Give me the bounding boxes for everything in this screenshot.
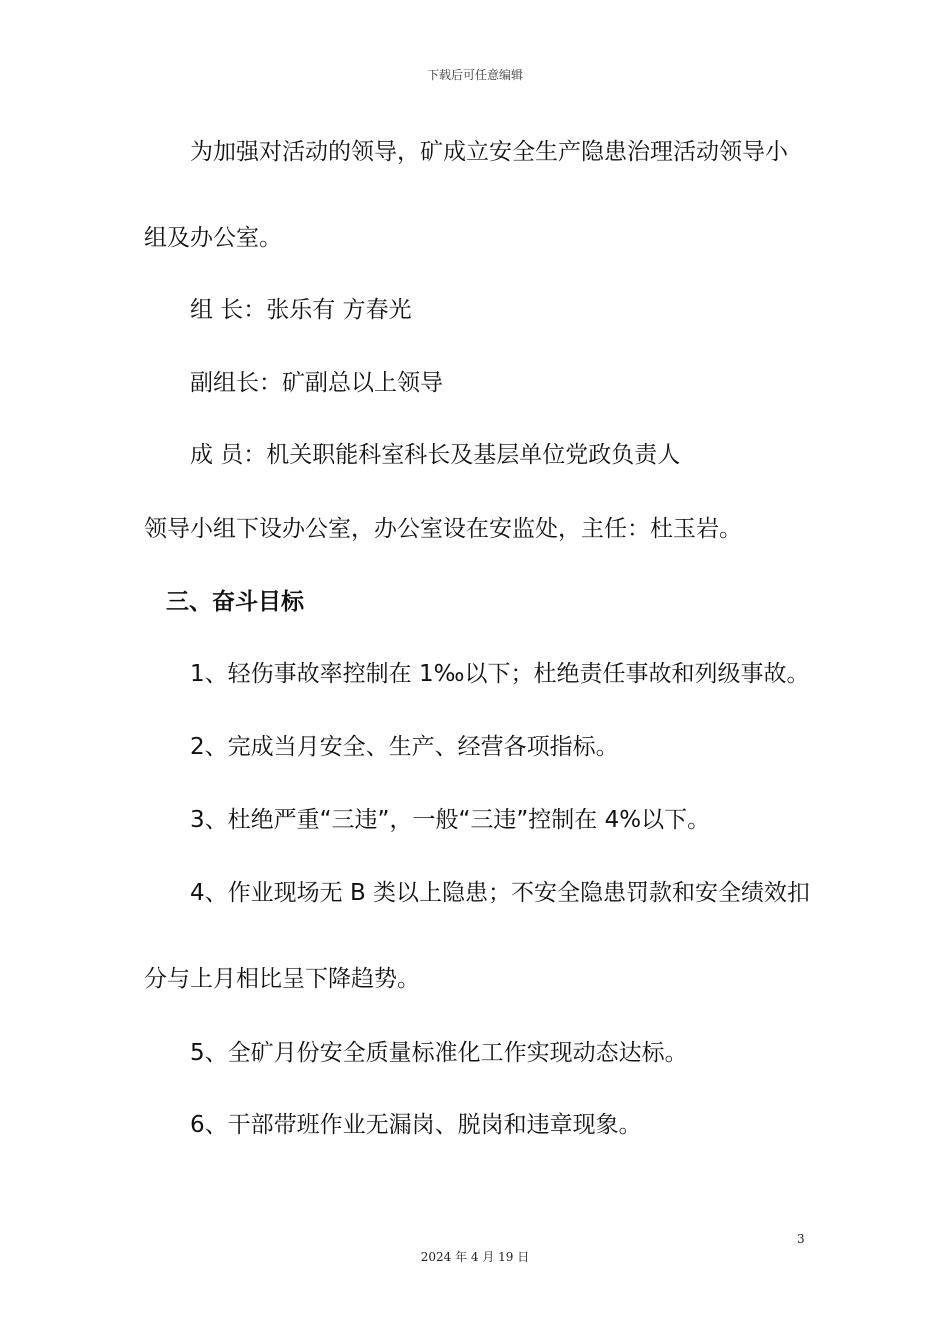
leader-line: 组 长：张乐有 方春光 <box>190 297 412 323</box>
goal-item-1: 1、轻伤事故率控制在 1‰以下；杜绝责任事故和列级事故。 <box>190 661 810 687</box>
members-line: 成 员：机关职能科室科长及基层单位党政负责人 <box>190 442 681 468</box>
office-line: 领导小组下设办公室，办公室设在安监处，主任：杜玉岩。 <box>144 516 742 542</box>
section-heading: 三、奋斗目标 <box>166 589 304 615</box>
header-note: 下载后可任意编辑 <box>426 68 523 82</box>
intro-paragraph-line-2: 组及办公室。 <box>144 225 282 251</box>
intro-paragraph-line-1: 为加强对活动的领导，矿成立安全生产隐患治理活动领导小 <box>190 139 788 165</box>
goal-item-6: 6、干部带班作业无漏岗、脱岗和违章现象。 <box>190 1112 642 1138</box>
page-number: 3 <box>797 1232 805 1246</box>
goal-item-3: 3、杜绝严重“三违”，一般“三违”控制在 4%以下。 <box>190 807 711 833</box>
goal-item-2: 2、完成当月安全、生产、经营各项指标。 <box>190 734 619 760</box>
deputy-leader-line: 副组长：矿副总以上领导 <box>190 370 443 396</box>
goal-item-5: 5、全矿月份安全质量标准化工作实现动态达标。 <box>190 1040 688 1066</box>
footer-date: 2024 年 4 月 19 日 <box>420 1250 530 1264</box>
goal-item-4-continued: 分与上月相比呈下降趋势。 <box>144 966 420 992</box>
goal-item-4: 4、作业现场无 B 类以上隐患；不安全隐患罚款和安全绩效扣 <box>190 880 811 906</box>
